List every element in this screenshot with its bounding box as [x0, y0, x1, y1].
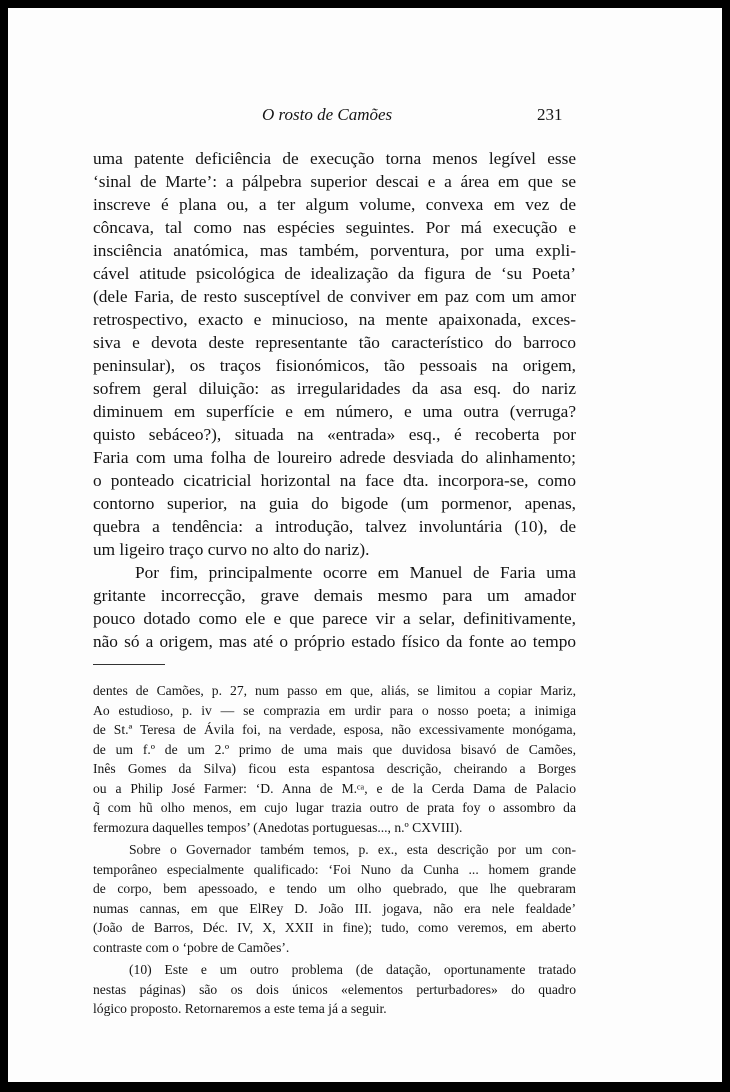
body-line: Faria com uma folha de loureiro adrede desviada do alinhamento; [93, 448, 576, 467]
body-line: um ligeiro traço curvo no alto do nariz). [93, 540, 370, 559]
footnote-line: Ao estudioso, p. iv — se comprazia em urdir para o nosso poeta; a inimiga [93, 702, 576, 718]
body-line: (dele Faria, de resto susceptível de conviver em paz com um amor [93, 287, 576, 306]
footnote-line: de um f.º de um 2.º primo de uma mais que duvidosa bisavó de Camões, [93, 741, 576, 757]
body-line: siva e devota deste representante tão característico do barroco [93, 333, 576, 352]
body-line: quebra a tendência: a introdução, talvez involuntária (10), de [93, 517, 576, 536]
footnote-line: Inês Gomes da Silva) ficou esta espantosa descrição, cheirando a Borges [93, 761, 576, 776]
footnote-line: temporâneo especialmente qualificado: ‘Foi Nuno da Cunha ... homem grande [93, 861, 576, 877]
footnote-line: ou a Philip José Farmer: ‘D. Anna de M.ᶜᵃ, e de la Cerda Dama de Palacio [93, 780, 576, 796]
footnote-line: q̃ com hũ olho menos, em cujo lugar trazia outro de prata foy o assombro da [93, 800, 576, 815]
body-line: o ponteado cicatricial horizontal na face dta. incorpora-se, como [93, 471, 576, 490]
book-page [8, 8, 722, 1082]
body-line: peninsular), os traços fisionómicos, tão pessoais na origem, [93, 356, 576, 375]
body-text [93, 147, 576, 653]
body-line: côncava, tal como nas espécies seguintes. Por má execução e [93, 218, 576, 237]
body-line: não só a origem, mas até o próprio estado físico da fonte ao tempo [93, 632, 576, 651]
body-line: diminuem em superfície e em número, e uma outra (verruga? [93, 402, 576, 421]
footnote-line: de St.ª Teresa de Ávila foi, na verdade, esposa, não excessivamente monógama, [93, 722, 576, 737]
body-line: quisto sebáceo?), situada na «entrada» esq., é recoberta por [93, 425, 576, 444]
footnote-line: dentes de Camões, p. 27, num passo em que, aliás, se limitou a copiar Mariz, [93, 683, 576, 698]
footnote-line: fermozura daquelles tempos’ (Anedotas portuguesas..., n.º CXVIII). [93, 819, 463, 835]
page-number: 231 [537, 105, 563, 124]
footnote-rule [93, 664, 165, 665]
footnote-line: Sobre o Governador também temos, p. ex., esta descrição por um con- [129, 842, 576, 857]
footnotes [93, 681, 576, 1019]
body-line: retrospectivo, exacto e minucioso, na mente apaixonada, exces- [93, 310, 576, 329]
footnote-line: contraste com o ‘pobre de Camões’. [93, 939, 290, 955]
body-line: sofrem geral diluição: as irregularidades da asa esq. do nariz [93, 379, 576, 398]
body-line: insciência anatómica, mas também, porventura, por uma expli- [93, 241, 576, 260]
running-title: O rosto de Camões [262, 105, 393, 124]
body-line: uma patente deficiência de execução torna menos legível esse [93, 149, 576, 168]
body-line: ‘sinal de Marte’: a pálpebra superior descai e a área em que se [93, 172, 576, 191]
body-line: inscreve é plana ou, a ter algum volume, convexa em vez de [93, 195, 576, 214]
footnote-line: nestas páginas) são os dois únicos «elementos perturbadores» do quadro [93, 981, 576, 997]
body-line: contorno superior, na guia do bigode (um pormenor, apenas, [93, 494, 576, 513]
footnote-line: de corpo, bem apessoado, e tendo um olho quebrado, que lhe quebraram [93, 881, 576, 896]
body-line: pouco dotado como ele e que parece vir a selar, definitivamente, [93, 609, 576, 628]
footnote-line: numas cannas, em que ElRey D. João III. jogava, não era nele fealdade’ [93, 900, 576, 916]
footnote-line: lógico proposto. Retornaremos a este tema já a seguir. [93, 1001, 387, 1016]
footnote-line: (João de Barros, Déc. IV, X, XXII in fine); tudo, como veremos, em aberto [93, 920, 576, 935]
body-line: Por fim, principalmente ocorre em Manuel de Faria uma [135, 563, 576, 582]
page-header [8, 105, 722, 127]
body-line: gritante incorrecção, grave demais mesmo para um amador [93, 586, 576, 605]
footnote-line: (10) Este e um outro problema (de datação, oportunamente tratado [129, 962, 576, 977]
body-line: cável atitude psicológica de idealização da figura de ‘su Poeta’ [93, 264, 576, 283]
